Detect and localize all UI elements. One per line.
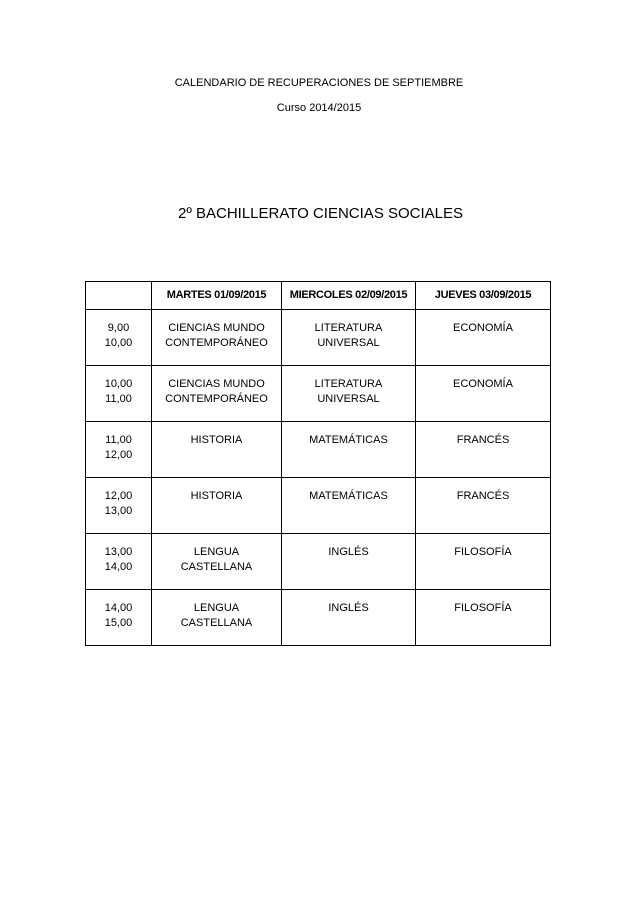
header-cell-day: MARTES 01/09/2015: [152, 282, 282, 310]
time-value: 11,00: [105, 393, 132, 405]
subject-text: INGLÉS: [328, 602, 369, 614]
subject-text: CONTEMPORÁNEO: [165, 393, 268, 405]
subject-cell: [282, 478, 416, 534]
subject-cell: [152, 534, 282, 590]
page-subtitle: Curso 2014/2015: [276, 102, 362, 114]
subject-text: UNIVERSAL: [317, 337, 380, 349]
subject-cell: [282, 590, 416, 646]
subject-cell: [152, 422, 282, 478]
subject-cell: [282, 310, 416, 366]
subject-cell: [152, 366, 282, 422]
subject-text: CIENCIAS MUNDO: [168, 322, 265, 334]
table-row: [86, 366, 551, 422]
subject-text: CASTELLANA: [180, 617, 253, 629]
time-value: 12,00: [104, 449, 133, 461]
table-row: [86, 534, 551, 590]
subject-text: MATEMÁTICAS: [309, 490, 388, 502]
time-value: 14,00: [104, 561, 133, 573]
table-row: [86, 422, 551, 478]
subject-cell: [416, 366, 551, 422]
time-value: 9,00: [107, 322, 130, 334]
subject-text: MATEMÁTICAS: [309, 434, 388, 446]
subject-text: ECONOMÍA: [453, 322, 513, 334]
time-value: 13,00: [104, 546, 133, 558]
subject-cell: [152, 590, 282, 646]
subject-cell: [416, 478, 551, 534]
header-cell-day: JUEVES 03/09/2015: [416, 282, 551, 310]
header-row: [86, 282, 551, 310]
subject-cell: [282, 366, 416, 422]
subject-cell: [416, 310, 551, 366]
table-row: [86, 590, 551, 646]
subject-text: LITERATURA: [314, 322, 383, 334]
subject-cell: [282, 422, 416, 478]
time-value: 15,00: [104, 617, 133, 629]
time-value: 14,00: [104, 602, 133, 614]
subject-text: HISTORIA: [190, 490, 243, 502]
time-cell: [86, 534, 152, 590]
subject-text: FILOSOFÍA: [454, 546, 512, 558]
subject-text: LENGUA: [193, 546, 240, 558]
subject-cell: [416, 590, 551, 646]
subject-text: CASTELLANA: [180, 561, 253, 573]
time-cell: [86, 310, 152, 366]
subject-text: ECONOMÍA: [453, 378, 513, 390]
table-row: [86, 310, 551, 366]
subject-text: FRANCÉS: [456, 434, 510, 446]
time-cell: [86, 422, 152, 478]
page-title: CALENDARIO DE RECUPERACIONES DE SEPTIEMBRE: [174, 77, 464, 89]
subject-text: LENGUA: [193, 602, 240, 614]
subject-text: INGLÉS: [328, 546, 369, 558]
time-value: 10,00: [104, 337, 133, 349]
subject-cell: [416, 534, 551, 590]
schedule-table: [85, 281, 551, 646]
subject-text: UNIVERSAL: [317, 393, 380, 405]
subject-cell: [152, 478, 282, 534]
subject-cell: [152, 310, 282, 366]
section-heading: 2º BACHILLERATO CIENCIAS SOCIALES: [178, 205, 464, 222]
table-row: [86, 478, 551, 534]
time-cell: [86, 590, 152, 646]
subject-text: CONTEMPORÁNEO: [165, 337, 268, 349]
subject-text: FRANCÉS: [456, 490, 510, 502]
time-value: 13,00: [104, 505, 133, 517]
subject-text: CIENCIAS MUNDO: [168, 378, 265, 390]
header-cell-empty: [86, 282, 152, 310]
subject-text: FILOSOFÍA: [454, 602, 512, 614]
header-cell-day: MIERCOLES 02/09/2015: [282, 282, 416, 310]
subject-text: HISTORIA: [190, 434, 243, 446]
subject-text: LITERATURA: [314, 378, 383, 390]
subject-cell: [282, 534, 416, 590]
time-cell: [86, 366, 152, 422]
schedule-body: [86, 310, 551, 646]
time-value: 11,00: [105, 434, 132, 446]
time-value: 10,00: [104, 378, 133, 390]
time-cell: [86, 478, 152, 534]
subject-cell: [416, 422, 551, 478]
time-value: 12,00: [104, 490, 133, 502]
